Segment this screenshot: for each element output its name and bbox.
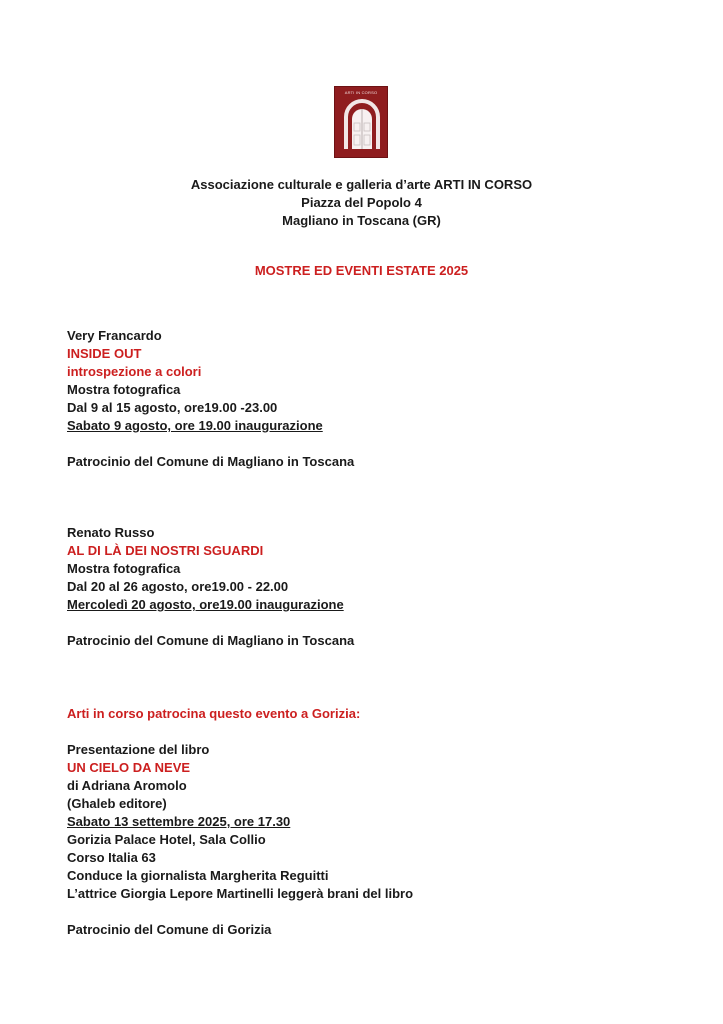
event-subtitle: introspezione a colori: [67, 364, 202, 379]
header-line-1: Associazione culturale e galleria d’arte ARTI IN CORSO: [190, 177, 533, 192]
event-artist: Very Francardo: [67, 328, 162, 343]
event-patronage: Patrocinio del Comune di Magliano in Toscana: [67, 633, 355, 648]
event-intro: Arti in corso patrocina questo evento a Gorizia:: [67, 706, 361, 721]
event-reader: L’attrice Giorgia Lepore Martinelli leggerà brani del libro: [67, 886, 414, 901]
event-artist: Renato Russo: [67, 525, 155, 540]
book-title: UN CIELO DA NEVE: [67, 760, 191, 775]
event-host: Conduce la giornalista Margherita Reguitti: [67, 868, 329, 883]
event-type: Presentazione del libro: [67, 742, 210, 757]
arch-door-icon: [342, 99, 382, 149]
event-patronage: Patrocinio del Comune di Magliano in Toscana: [67, 454, 355, 469]
event-book-presentation: [67, 705, 413, 939]
header-line-3: Magliano in Toscana (GR): [282, 213, 441, 228]
event-dates: Dal 20 al 26 agosto, ore19.00 - 22.00: [67, 579, 289, 594]
event-type: Mostra fotografica: [67, 561, 181, 576]
event-title: AL DI LÀ DEI NOSTRI SGUARDI: [67, 543, 264, 558]
event-patronage: Patrocinio del Comune di Gorizia: [67, 922, 272, 937]
event-inside-out: [67, 327, 354, 471]
gallery-logo: [334, 86, 388, 158]
gallery-header: [0, 176, 723, 230]
header-line-2: Piazza del Popolo 4: [301, 195, 422, 210]
logo-text: ARTI IN CORSO: [344, 90, 378, 95]
book-author: di Adriana Aromolo: [67, 778, 187, 793]
event-al-di-la: [67, 524, 354, 650]
event-title: INSIDE OUT: [67, 346, 142, 361]
event-opening: Sabato 9 agosto, ore 19.00 inaugurazione: [67, 418, 323, 433]
event-type: Mostra fotografica: [67, 382, 181, 397]
event-venue: Gorizia Palace Hotel, Sala Collio: [67, 832, 266, 847]
page-title: MOSTRE ED EVENTI ESTATE 2025: [254, 263, 469, 278]
event-date: Sabato 13 settembre 2025, ore 17.30: [67, 814, 291, 829]
event-dates: Dal 9 al 15 agosto, ore19.00 -23.00: [67, 400, 278, 415]
book-publisher: (Ghaleb editore): [67, 796, 167, 811]
event-opening: Mercoledì 20 agosto, ore19.00 inaugurazione: [67, 597, 344, 612]
event-address: Corso Italia 63: [67, 850, 156, 865]
